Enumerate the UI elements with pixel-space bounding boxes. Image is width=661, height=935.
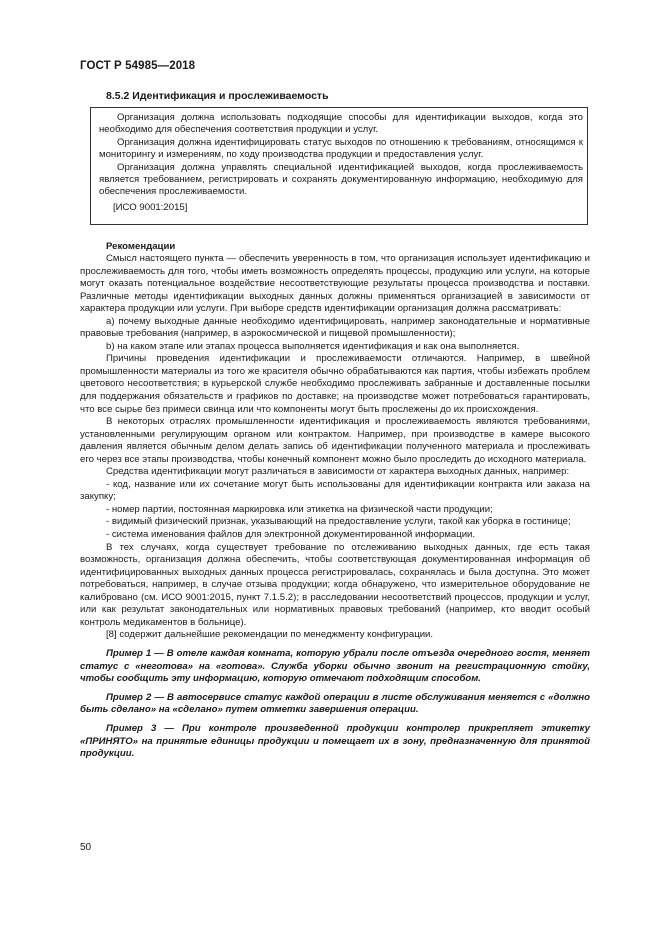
list-item: - видимый физический признак, указывающий на предоставление услуги, такой как уборка в гостинице; bbox=[106, 516, 571, 528]
example-paragraph: Пример 2 — В автосервисе статус каждой операции в листе обслуживания меняется с «должно быть сделано» на «сделано» путем отметки завершения операции. bbox=[80, 691, 590, 716]
list-item: a) почему выходные данные необходимо идентифицировать, например законодательные и нормативные правовые требования (например, в аэрокосмической и пищевой промышленности); bbox=[80, 315, 590, 340]
document-header: ГОСТ Р 54985—2018 bbox=[80, 60, 196, 72]
list-item: - код, название или их сочетание могут быть использованы для идентификации контракта или заказа на закупку; bbox=[80, 478, 590, 503]
section-title: 8.5.2 Идентификация и прослеживаемость bbox=[106, 90, 329, 102]
list-item: b) на каком этапе или этапах процесса выполняется идентификация и как она выполняется. bbox=[106, 340, 520, 352]
body-paragraph: Смысл настоящего пункта — обеспечить уверенность в том, что организация использует идентификацию и прослеживаемость для того, чтобы иметь возможность определять процессы, продукцию или услуги, на которые могут оказать потенциальное воздействие несоответствующие результаты процесса производства и поставки. Различные методы идентификации выходных данных должны применяться организацией в зависимости от характера продукции или услуги. При выборе средств идентификации организация должна рассматривать: bbox=[80, 253, 590, 315]
list-item: - система именования файлов для электронной документированной информации. bbox=[106, 529, 476, 541]
list-item: - номер партии, постоянная маркировка или этикетка на физической части продукции; bbox=[106, 503, 493, 515]
example-paragraph: Пример 3 — При контроле произведенной продукции контролер прикрепляет этикетку «ПРИНЯТО» на принятые единицы продукции и помещает их в зону, предназначенную для принятой продукции. bbox=[80, 722, 590, 760]
recommendations-title: Рекомендации bbox=[106, 241, 176, 252]
requirement-reference: [ИСО 9001:2015] bbox=[113, 201, 188, 213]
requirement-paragraph: Организация должна управлять специальной идентификацией выходов, когда прослеживаемость является требованием, регистрировать и сохранять документированную информацию, необходимую для обеспечения прослеживаемости. bbox=[99, 161, 583, 198]
body-paragraph: Причины проведения идентификации и прослеживаемости отличаются. Например, в швейной промышленности материалы из того же красителя обычно обрабатываются как партия, чтобы избежать проблем цветового несоответствия; в курьерской службе необходимо прослеживать забранные и доставленные посылки для поддержания обязательств и графиков по доставке; на производстве может потребоваться гарантировать, что все сырье без примеси свинца или что компоненты могут быть прослежены до их происхождения. bbox=[80, 353, 590, 415]
body-paragraph: [8] содержит дальнейшие рекомендации по менеджменту конфигурации. bbox=[106, 629, 434, 641]
requirement-paragraph: Организация должна идентифицировать статус выходов по отношению к требованиям, относящимся к мониторингу и измерениям, по ходу производства продукции и предоставления услуг. bbox=[99, 136, 583, 161]
body-paragraph: В тех случаях, когда существует требование по отслеживанию выходных данных, где есть такая возможность, организация должна обеспечить, чтобы соответствующая документированная информация об идентифицированных выходных данных процесса регистрировалась, сохранялась и была доступна. Это может потребоваться, например, в случае отзыва продукции; когда обнаружено, что измерительное оборудование не калибровано (см. ИСО 9001:2015, пункт 7.1.5.2); в расследовании несоответствий процессов, продукции и услуг, или как результат законодательных или нормативных правовых требований (например, кто вводит особый контроль медикаментов в больнице). bbox=[80, 541, 590, 628]
page-number: 50 bbox=[80, 842, 92, 853]
example-paragraph: Пример 1 — В отеле каждая комната, которую убрали после отъезда очередного гостя, меняет статус с «неготова» на «готова». Служба уборки обычно звонит на регистрационную стойку, чтобы сообщить эту информацию, которую отмечают подходящим способом. bbox=[80, 647, 590, 685]
body-paragraph: Средства идентификации могут различаться в зависимости от характера выходных данных, например: bbox=[106, 466, 570, 478]
requirement-paragraph: Организация должна использовать подходящие способы для идентификации выходов, когда это необходимо для обеспечения соответствия продукции и услуг. bbox=[99, 112, 583, 136]
recommendations-section bbox=[80, 240, 590, 761]
requirement-box bbox=[90, 107, 588, 225]
body-paragraph: В некоторых отраслях промышленности идентификация и прослеживаемость являются требованиями, установленными регулирующим органом или контрактом. Например, при производстве в камере высокого давления является обычным делом делать запись об идентификации полученного материала и прослеживать его через все этапы производства, чтобы конечный компонент можно было проследить до исходного материала. bbox=[80, 416, 590, 465]
